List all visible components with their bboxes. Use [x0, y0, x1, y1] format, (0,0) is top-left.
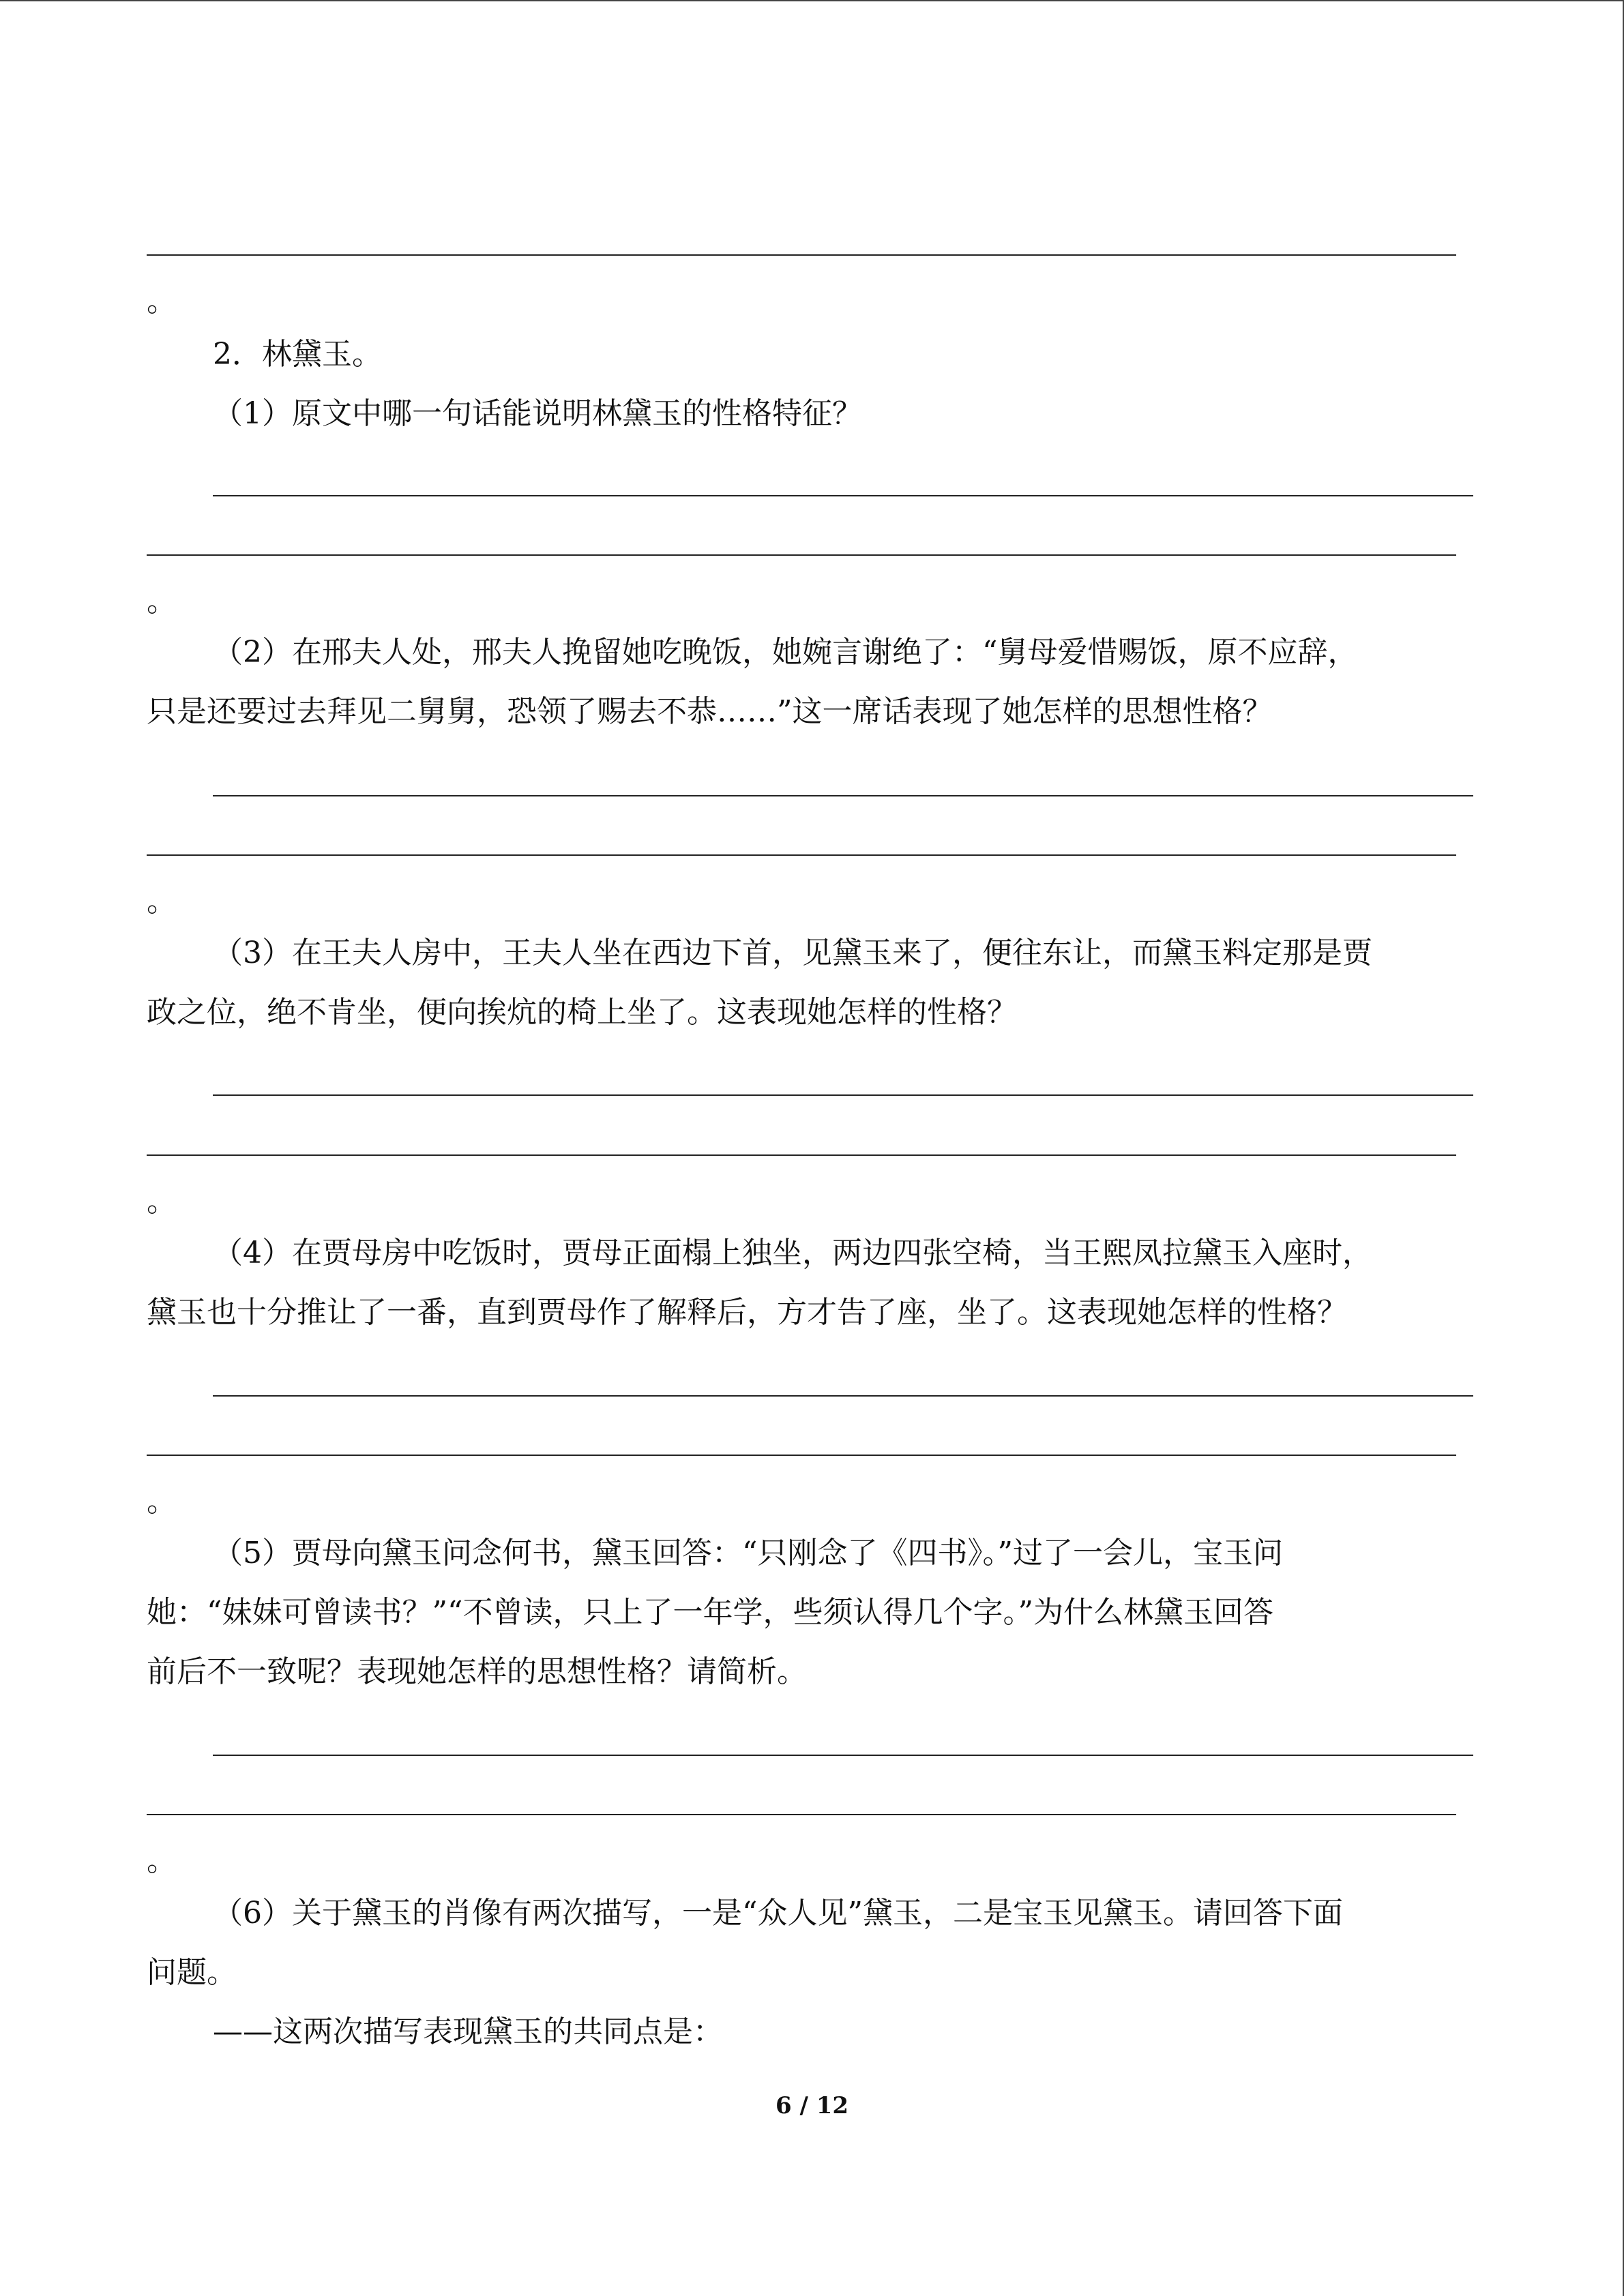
question-2-text: 只是还要过去拜见二舅舅，恐领了赐去不恭……”这一席话表现了她怎样的思想性格？	[147, 694, 1273, 729]
question-3-text: 政之位，绝不肯坐，便向挨炕的椅上坐了。这表现她怎样的性格？	[147, 995, 1017, 1030]
answer-line[interactable]	[213, 1395, 1473, 1397]
question-5-text: 她：“妹妹可曾读书？”“不曾读，只上了一年学，些须认得几个字。”为什么林黛玉回答	[147, 1595, 1273, 1630]
period-mark: 。	[147, 1843, 177, 1878]
answer-line[interactable]	[147, 1455, 1456, 1456]
question-2-text: （2）在邢夫人处，邢夫人挽留她吃晚饭，她婉言谢绝了：“舅母爱惜赐饭，原不应辞，	[213, 635, 1358, 670]
answer-line[interactable]	[147, 854, 1456, 856]
period-mark: 。	[147, 284, 177, 318]
period-mark: 。	[147, 1184, 177, 1219]
period-mark: 。	[147, 884, 177, 919]
question-4-text: 黛玉也十分推让了一番，直到贾母作了解释后，方才告了座，坐了。这表现她怎样的性格？	[147, 1295, 1347, 1330]
page-number: 6 / 12	[775, 2092, 849, 2119]
answer-line[interactable]	[213, 795, 1473, 796]
answer-line[interactable]	[213, 495, 1473, 496]
question-1-text: （1）原文中哪一句话能说明林黛玉的性格特征？	[213, 396, 862, 431]
question-6-subprompt: ——这两次描写表现黛玉的共同点是：	[213, 2014, 723, 2049]
period-mark: 。	[147, 1484, 177, 1519]
question-4-text: （4）在贾母房中吃饭时，贾母正面榻上独坐，两边四张空椅，当王熙凤拉黛玉入座时，	[213, 1236, 1372, 1270]
question-6-text: （6）关于黛玉的肖像有两次描写，一是“众人见”黛玉，二是宝玉见黛玉。请回答下面	[213, 1896, 1343, 1930]
answer-line[interactable]	[213, 1094, 1473, 1096]
period-mark: 。	[147, 584, 177, 618]
answer-line[interactable]	[213, 1755, 1473, 1756]
answer-line[interactable]	[147, 1154, 1456, 1156]
answer-line[interactable]	[147, 1814, 1456, 1815]
question-6-text: 问题。	[147, 1955, 237, 1990]
question-5-text: 前后不一致呢？表现她怎样的思想性格？请简析。	[147, 1654, 807, 1689]
question-3-text: （3）在王夫人房中，王夫人坐在西边下首，见黛玉来了，便往东让，而黛玉料定那是贾	[213, 936, 1372, 970]
section-heading: 2．林黛玉。	[213, 337, 382, 372]
question-5-text: （5）贾母向黛玉问念何书，黛玉回答：“只刚念了《四书》。”过了一会儿，宝玉问	[213, 1536, 1283, 1570]
answer-line[interactable]	[147, 554, 1456, 556]
answer-line[interactable]	[147, 254, 1456, 256]
